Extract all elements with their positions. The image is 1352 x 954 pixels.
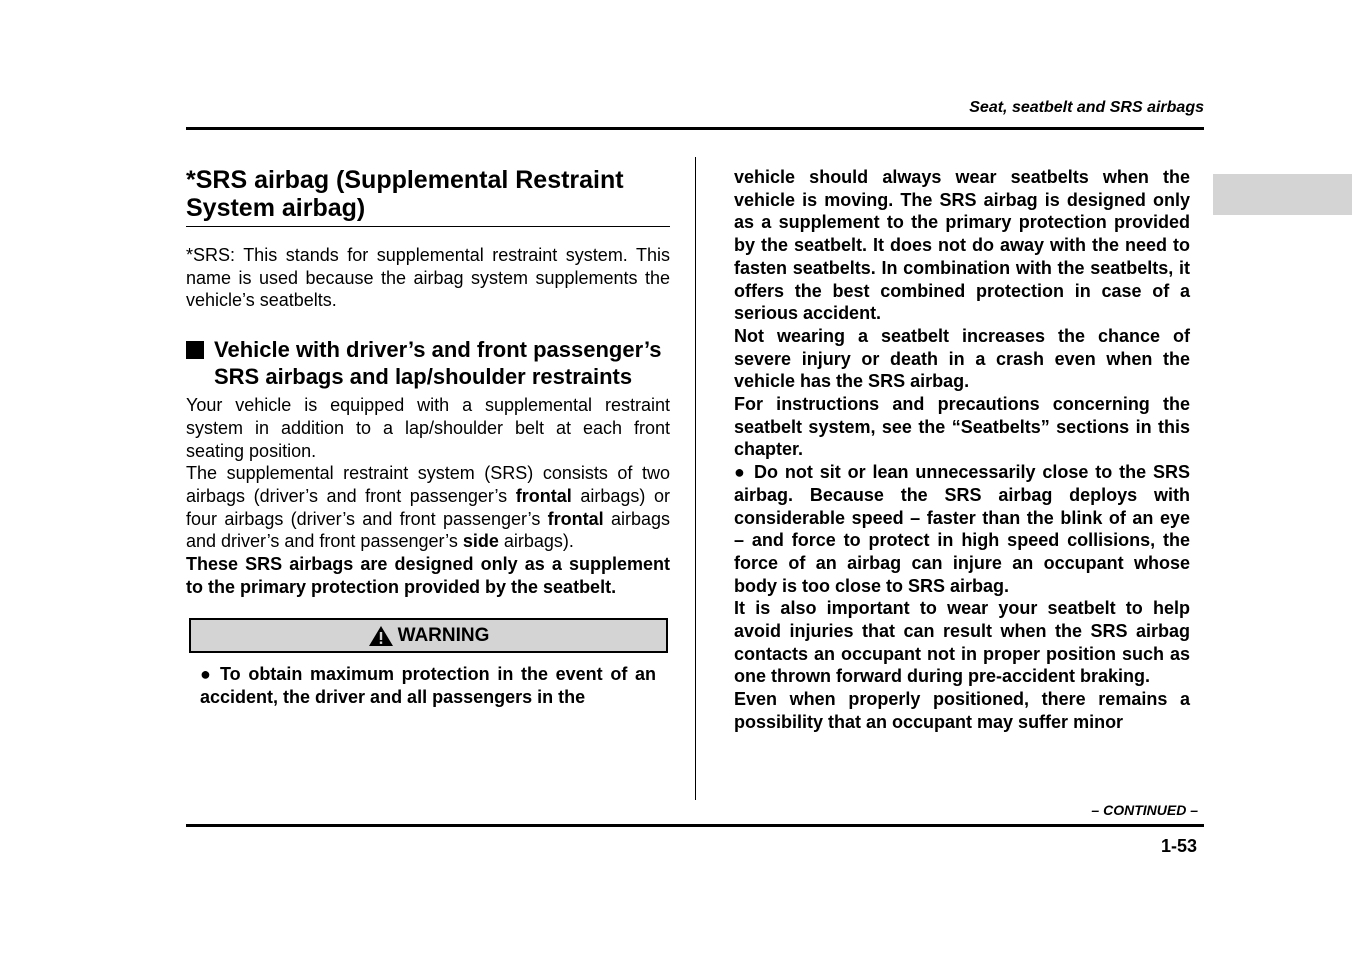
page-number: 1-53: [1160, 836, 1197, 856]
section-title: *SRS airbag (Supplemental Restraint System airbag): [186, 166, 670, 227]
header-rule: [186, 127, 1204, 130]
subsection-heading-text: Vehicle with driver’s and front passenger’s SRS airbags and lap/shoulder restraints: [214, 337, 662, 390]
subsection-heading: [186, 336, 670, 390]
chapter-thumb-tab: [1213, 174, 1352, 215]
paragraph-supplement-warning: These SRS airbags are designed only as a supplement to the primary protection provided by the seatbelt.: [186, 554, 670, 597]
paragraph-not-wearing: Not wearing a seatbelt increases the chance of severe injury or death in a crash even when the vehicle has the SRS airbag.: [734, 325, 1190, 392]
running-header: Seat, seatbelt and SRS airbags: [969, 99, 1204, 116]
column-divider: [695, 157, 696, 800]
text-run: airbags) or four airbags (driver’s and front passenger’s: [186, 485, 670, 529]
emphasis-frontal: frontal: [515, 485, 572, 506]
paragraph-even-when: Even when properly positioned, there remains a possibility that an occupant may suffer minor: [734, 689, 1190, 732]
paragraph-wear-seatbelts: vehicle should always wear seatbelts when the vehicle is moving. The SRS airbag is designed only as a supplement to the primary protection provided by the seatbelt. It does not do away with the need to fasten seatbelts. In combination with the seatbelts, it offers the best combined protection in case of a serious accident.: [734, 167, 1190, 324]
text-run: The supplemental restraint system (SRS) consists of two airbags (driver’s and front passenger’s: [186, 463, 670, 506]
left-column: [186, 166, 670, 709]
warning-banner: [189, 618, 668, 653]
warning-triangle-icon: [368, 625, 394, 647]
bullet-item-do-not-sit: [734, 461, 1190, 597]
text-run: airbags).: [498, 531, 574, 552]
paragraph-also-important: It is also important to wear your seatbelt to help avoid injuries that can result when the SRS airbag contacts an occupant not in proper position such as one thrown forward during pre-accident braking.: [734, 598, 1190, 687]
right-column: [734, 166, 1190, 734]
warning-bullet-item: [200, 663, 656, 708]
footer-rule: [186, 824, 1204, 827]
bullet-dot-icon: ●: [200, 664, 211, 685]
emphasis-frontal: frontal: [547, 508, 604, 529]
black-square-icon: [186, 341, 204, 359]
srs-definition-note: *SRS: This stands for supplemental restraint system. This name is used because the airbag system supplements the vehicle’s seatbelts.: [186, 245, 670, 311]
paragraph-equipped: Your vehicle is equipped with a supplemental restraint system in addition to a lap/shoulder belt at each front seating position.: [186, 395, 670, 461]
continued-marker: – CONTINUED –: [1091, 802, 1198, 818]
paragraph-instructions: For instructions and precautions concerning the seatbelt system, see the “Seatbelts” sections in this chapter.: [734, 394, 1190, 460]
emphasis-side: side: [462, 531, 499, 552]
bullet-text: Do not sit or lean unnecessarily close to the SRS airbag. Because the SRS airbag deploys with considerable speed – faster than the blink of an eye – and force to protect in high speed collisions, the force of an airbag can injure an occupant whose body is too close to SRS airbag.: [734, 462, 1190, 596]
bullet-dot-icon: ●: [734, 462, 745, 483]
paragraph-srs-consists: [186, 462, 670, 553]
text-run: airbags and driver’s and front passenger’s: [186, 508, 670, 552]
warning-bullet-text: To obtain maximum protection in the event of an accident, the driver and all passengers in the: [200, 664, 656, 708]
warning-label: WARNING: [397, 624, 490, 646]
